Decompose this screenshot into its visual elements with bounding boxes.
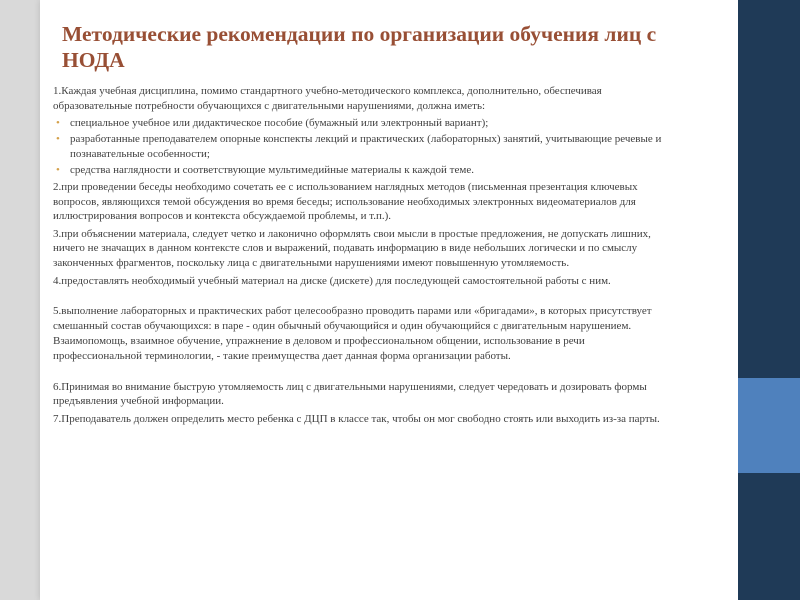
- bullet-item: [53, 116, 675, 131]
- slide: [40, 0, 738, 600]
- paragraph-3: 3.при объяснении материала, следует четко и лаконично оформлять свои мысли в простые предложения, не допускать лишних, ничего не значащих в данном контексте слов и выражений, подавать информацию в виде небольших логически и по смыслу законченных фрагментов, поскольку лица с двигательными нарушениями имеют повышенную утомляемость.: [53, 227, 651, 270]
- paragraph-5: 5.выполнение лабораторных и практических работ целесообразно проводить парами или «бригадами», в которых присутствует смешанный состав обучающихся: в паре - один обычный обучающийся и один обучающийся с двигательным нарушением. Взаимопомощь, взаимное обучение, упражнение в деловом и профессиональном общении, использование в речи профессиональной терминологии, - такие преимущества дает данная форма организации работы.: [53, 305, 652, 362]
- paragraph-4: 4.предоставлять необходимый учебный материал на диске (дискете) для последующей самостоятельной работы с ним.: [53, 274, 611, 287]
- page-title: Методические рекомендации по организации обучения лиц с НОДА: [62, 22, 657, 72]
- slide-body: [53, 84, 675, 429]
- bullet-text: разработанные преподавателем опорные конспекты лекций и практических (лабораторных) занятий, учитывающие речевые и познавательные особенности;: [70, 133, 662, 161]
- bullet-item: [53, 163, 675, 178]
- side-decor-bar: [738, 0, 800, 600]
- paragraph-2: 2.при проведении беседы необходимо сочетать ее с использованием наглядных методов (письменная презентация ключевых вопросов, являющихся темой обсуждения во время беседы; использование необходимых электронных видеоматериалов для иллюстрирования вопросов и контекста обсуждаемой проблемы, и т.п.).: [53, 180, 638, 223]
- paragraph-6: 6.Принимая во внимание быструю утомляемость лиц с двигательными нарушениями, следует чередовать и дозировать формы предъявления учебной информации.: [53, 380, 647, 408]
- bullet-icon: •: [56, 133, 60, 146]
- intro-paragraph: 1.Каждая учебная дисциплина, помимо стандартного учебно-методического комплекса, дополнительно, обеспечивая образовательные потребности обучающихся с двигательными нарушениями, должна иметь:: [53, 85, 602, 112]
- side-accent-block: [738, 378, 800, 473]
- paragraph-7: 7.Преподаватель должен определить место ребенка с ДЦП в классе так, чтобы он мог свободно стоять или выходить из-за парты.: [53, 412, 660, 425]
- bullet-item: [53, 132, 675, 162]
- bullet-text: средства наглядности и соответствующие мультимедийные материалы к каждой теме.: [70, 164, 474, 177]
- bullet-icon: •: [56, 164, 60, 177]
- bullet-icon: •: [56, 117, 60, 130]
- bullet-text: специальное учебное или дидактическое пособие (бумажный или электронный вариант);: [70, 117, 489, 130]
